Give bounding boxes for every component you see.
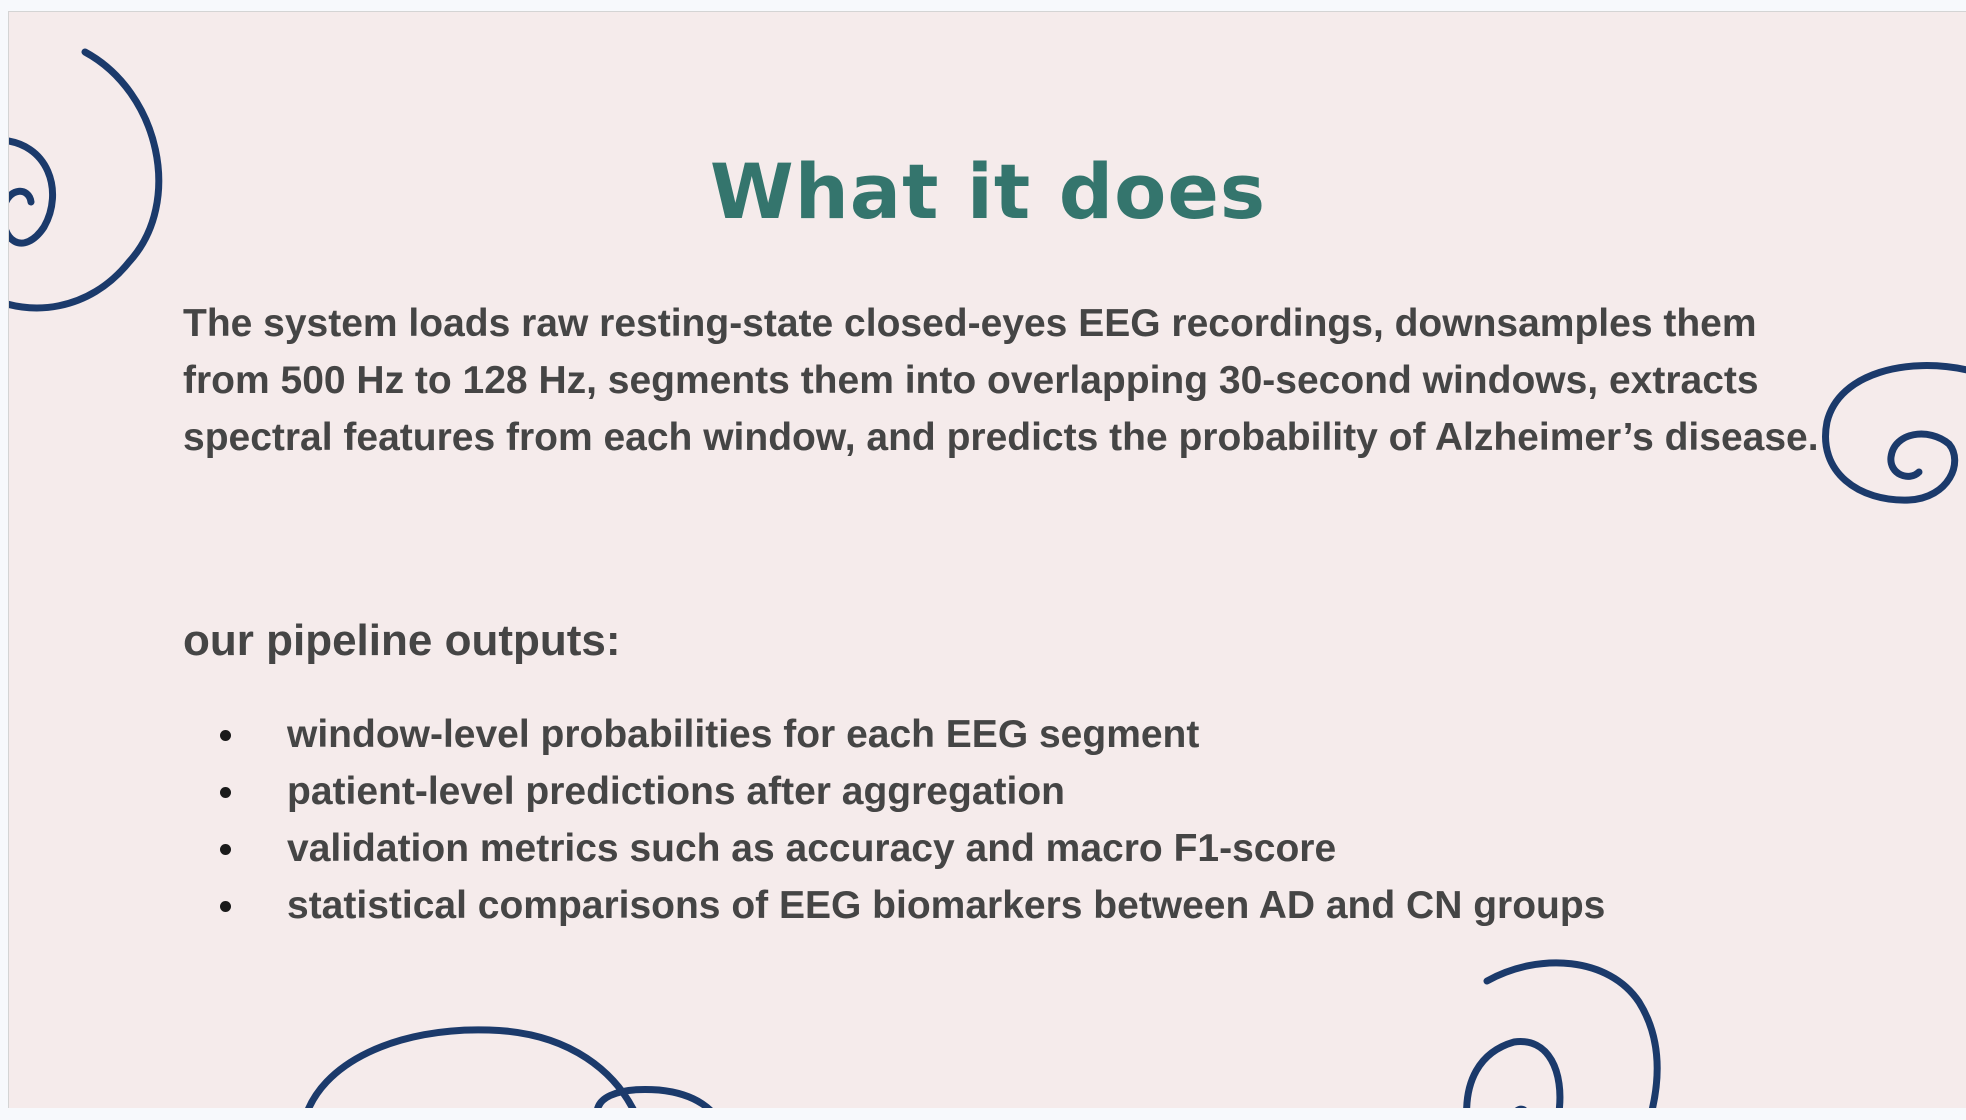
swirl-right [1826,366,1966,501]
intro-paragraph: The system loads raw resting-state closed-eyes EEG recordings, downsamples them from 500 Hz to 128 Hz, segments them into overlapping 30-second windows, extracts spectral features from each window, and predicts the probability of Alzheimer’s disease. [183,302,1819,459]
list-item-text: validation metrics such as accuracy and macro F1-score [287,827,1337,870]
bullet-icon [220,730,231,741]
swirl-bottom-right [1467,963,1658,1108]
list-item-text: window-level probabilities for each EEG segment [287,713,1200,756]
slide [8,11,1966,1108]
list-item-text: patient-level predictions after aggregation [287,770,1065,813]
list-item-text: statistical comparisons of EEG biomarkers between AD and CN groups [287,884,1606,927]
pipeline-outputs-heading: our pipeline outputs: [183,616,621,665]
bullet-icon [220,787,231,798]
swirl-bottom-left [304,1030,719,1108]
bullet-icon [220,901,231,912]
slide-title: What it does [709,147,1267,236]
bullet-icon [220,844,231,855]
